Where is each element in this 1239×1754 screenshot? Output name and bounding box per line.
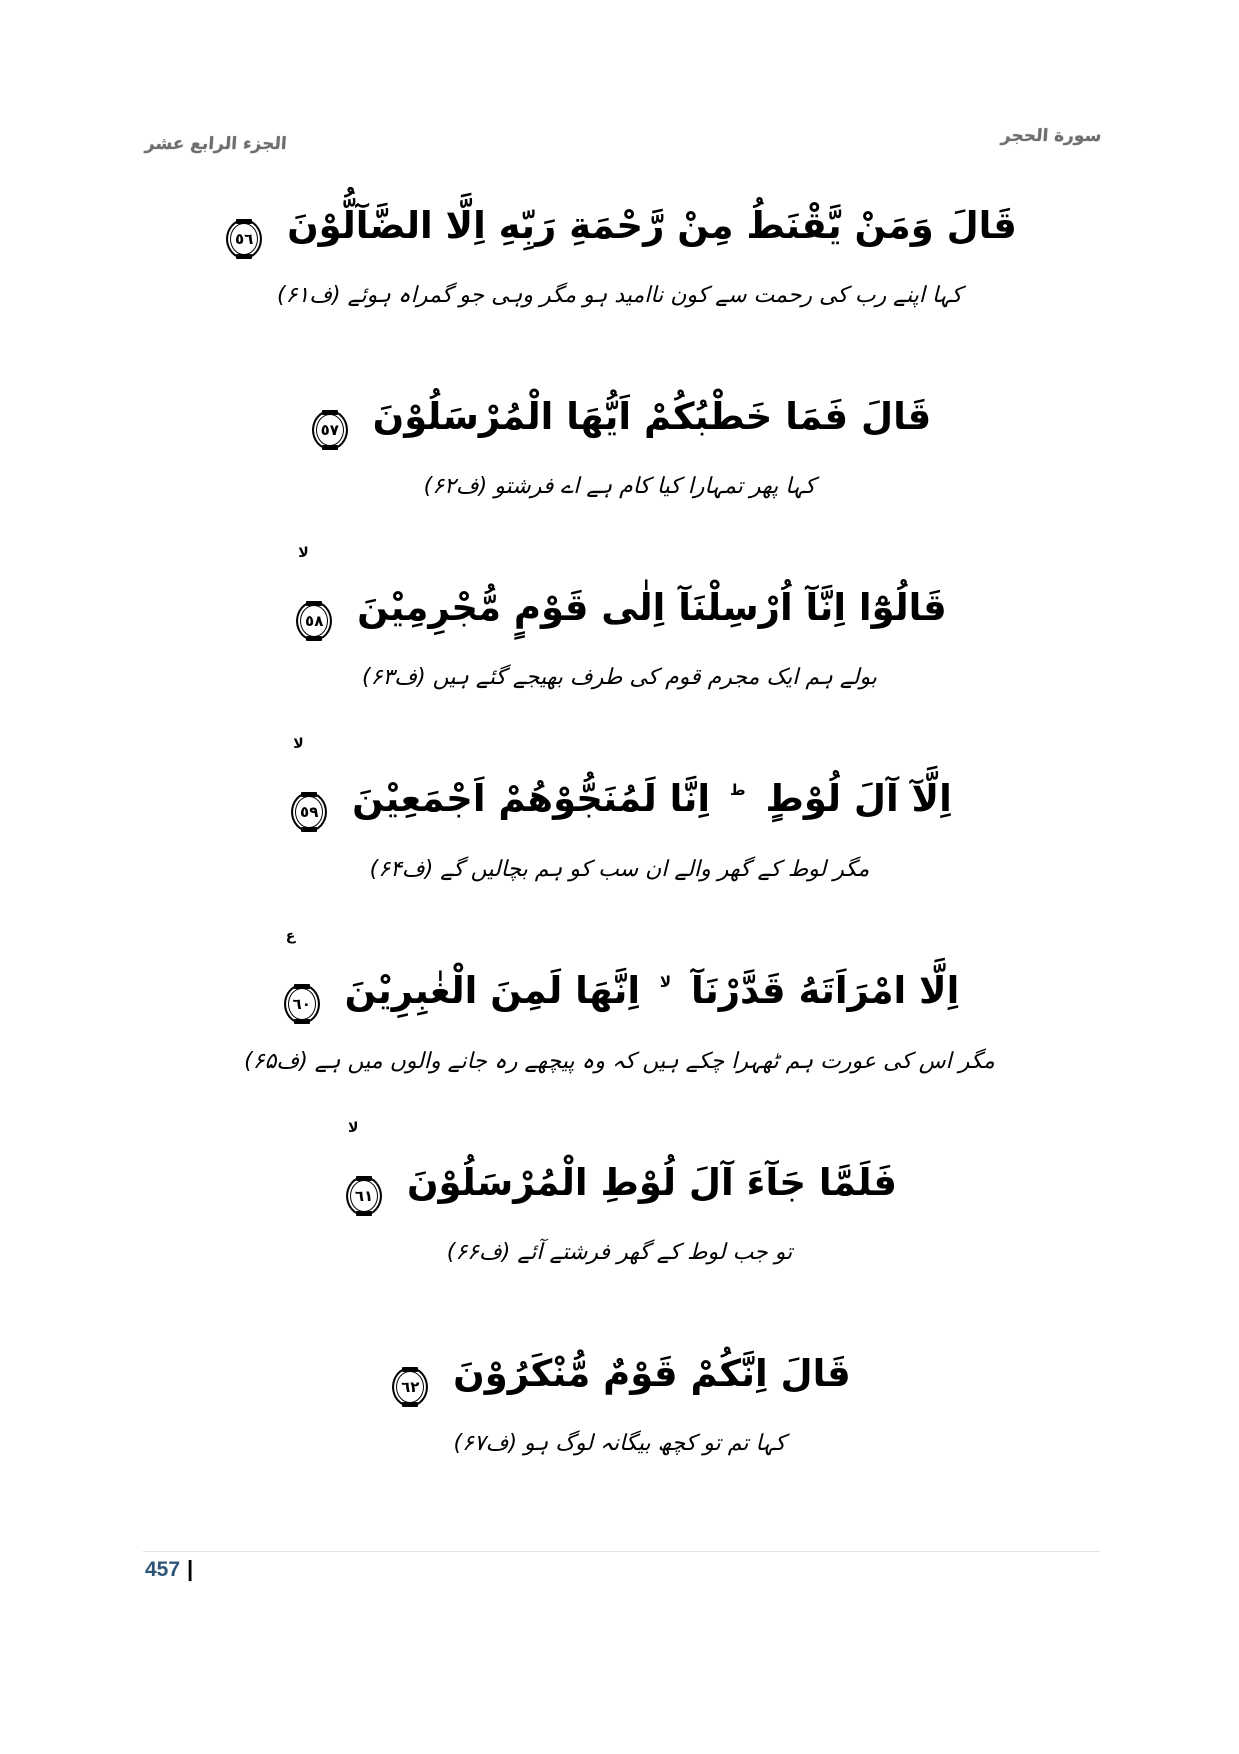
verse-block: [0, 928, 1239, 1082]
arabic-verse-text: اِلَّآ آلَ لُوْطٍ: [765, 777, 952, 820]
verse-number-medallion: ٥٩: [291, 792, 327, 832]
arabic-verse-text: اِلَّا امْرَاَتَهُ قَدَّرْنَآ: [690, 969, 960, 1012]
arabic-verse-line: [0, 1336, 1239, 1418]
urdu-translation: مگر لوط کے گھر والے ان سب کو ہم بچالیں گے (ف۶۴): [369, 857, 870, 882]
verse-block: [0, 736, 1239, 890]
waqf-mark-mid: لا: [659, 973, 672, 991]
verse-number-medallion: ٦٢: [392, 1367, 428, 1407]
verse-block: [0, 379, 1239, 507]
verse-number-medallion: ٥٦: [226, 219, 262, 259]
arabic-verse-text-continued: اِنَّهَا لَمِنَ الْغٰبِرِيْنَ: [344, 969, 641, 1012]
verse-end-ornament: [346, 1120, 382, 1227]
arabic-verse-line: [0, 545, 1239, 652]
verse-number-medallion: ٥٧: [312, 410, 348, 450]
urdu-translation: کہا اپنے رب کی رحمت سے کون ناامید ہو مگر وہی جو گمراہ ہوئے (ف۶۱): [276, 283, 963, 308]
waqf-mark-end: لا: [348, 1120, 359, 1136]
urdu-translation: مگر اس کی عورت ہم ٹھہرا چکے ہیں کہ وہ پیچھے رہ جانے والوں میں ہے (ف۶۵): [244, 1049, 995, 1074]
page-number-separator: |: [187, 1556, 194, 1581]
verse-number-medallion: ٦٠: [284, 984, 320, 1024]
footer-text: [145, 1556, 193, 1582]
verse-number-medallion: ٥٨: [296, 601, 332, 641]
arabic-verse-text: قَالَ فَمَا خَطْبُكُمْ اَيُّهَا الْمُرْسَلُوْنَ: [372, 395, 932, 438]
arabic-verse-line: [0, 188, 1239, 270]
verse-end-ornament: [312, 385, 348, 461]
arabic-verse-line: [0, 379, 1239, 461]
footer-divider: [143, 1551, 1100, 1552]
arabic-verse-text: فَلَمَّا جَآءَ آلَ لُوْطِ الْمُرْسَلُوْنَ: [406, 1161, 897, 1204]
page-number: 457: [145, 1558, 181, 1581]
verse-number-medallion: ٦١: [346, 1176, 382, 1216]
verse-block: [0, 545, 1239, 698]
verse-end-ornament: [392, 1342, 428, 1418]
surah-title-calligraphy: سورة الحجر: [999, 126, 1102, 146]
waqf-mark-end: لا: [293, 736, 304, 752]
verse-block: [0, 188, 1239, 316]
verses-container: [0, 188, 1239, 1527]
page-header: [145, 126, 1101, 154]
verse-end-ornament: [291, 736, 327, 843]
verse-block: [0, 1120, 1239, 1273]
waqf-mark-mid: ط: [730, 781, 746, 799]
juz-title-calligraphy: الجزء الرابع عشر: [144, 134, 288, 154]
verse-end-ornament: [296, 545, 332, 652]
verse-block: [0, 1336, 1239, 1464]
urdu-translation: کہا تم تو کچھ بیگانہ لوگ ہو (ف۶۷): [453, 1431, 786, 1456]
arabic-verse-text: قَالَ اِنَّكُمْ قَوْمٌ مُّنْكَرُوْنَ: [453, 1352, 851, 1395]
verse-end-ornament: [226, 194, 262, 270]
arabic-verse-line: [0, 1120, 1239, 1227]
waqf-mark-end: لا: [298, 545, 309, 561]
verse-end-ornament: [284, 928, 320, 1035]
arabic-verse-line: [0, 928, 1239, 1036]
arabic-verse-text: قَالُوْٓا اِنَّآ اُرْسِلْنَآ اِلٰى قَوْمٍ مُّجْرِمِيْنَ: [357, 586, 947, 629]
urdu-translation: بولے ہم ایک مجرم قوم کی طرف بھیجے گئے ہیں (ف۶۳): [362, 665, 877, 690]
arabic-verse-line: [0, 736, 1239, 844]
arabic-verse-text: قَالَ وَمَنْ يَّقْنَطُ مِنْ رَّحْمَةِ رَبِّهِ اِلَّا الضَّآلُّوْنَ: [287, 204, 1017, 247]
urdu-translation: تو جب لوط کے گھر فرشتے آئے (ف۶۶): [446, 1240, 793, 1265]
waqf-mark-end: ع: [285, 928, 296, 944]
urdu-translation: کہا پھر تمہارا کیا کام ہے اے فرشتو (ف۶۲): [423, 474, 816, 499]
arabic-verse-text-continued: اِنَّا لَمُنَجُّوْهُمْ اَجْمَعِيْنَ: [352, 777, 711, 820]
